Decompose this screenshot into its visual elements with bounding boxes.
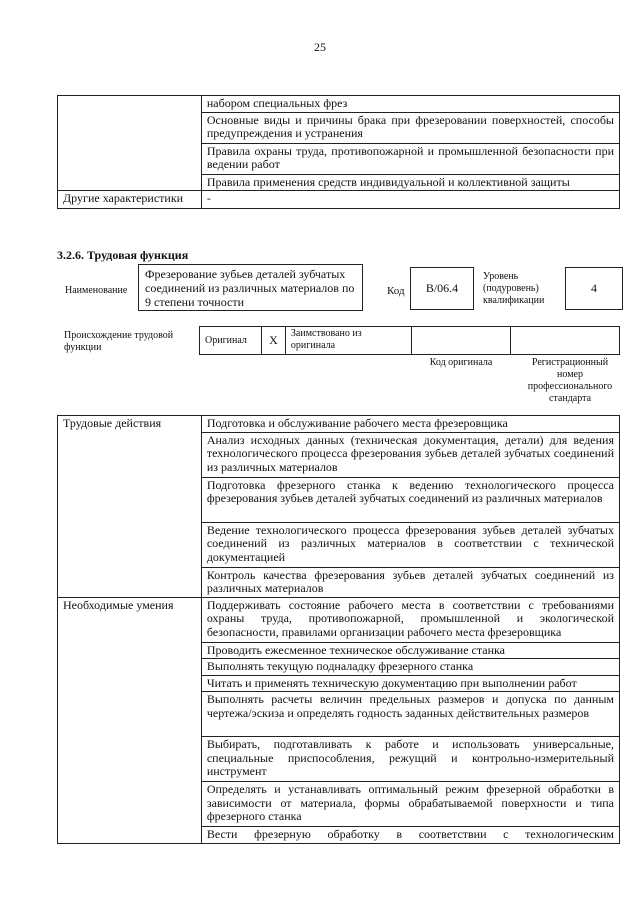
code-original-label: Код оригинала [429, 357, 493, 368]
page-number: 25 [314, 40, 326, 54]
origin-label: Происхождение трудовой функции [64, 330, 174, 353]
top-table-row: набором специальных фрез [201, 96, 619, 113]
function-name-box [138, 264, 363, 311]
reg-number-label: Регистрационный номер профессионального стандарта [527, 357, 613, 404]
skill-item: Определять и устанавливать оптимальный режим фрезерной обработки в зависимости от материала, формы обрабатываемой поверхности и типа фрезерного станка [201, 782, 619, 827]
other-characteristics-value: - [201, 191, 619, 209]
original-mark: X [261, 327, 285, 355]
skill-item: Выполнять расчеты величин предельных размеров и допуска по данным чертежа/эскиза и определять годность заданных действительных размеров [201, 692, 619, 737]
name-label: Наименование [65, 285, 128, 296]
code-value: B/06.4 [425, 281, 459, 295]
top-knowledge-table [57, 95, 620, 209]
code-label: Код [387, 285, 405, 297]
top-table-row: Основные виды и причины брака при фрезеровании поверхностей, способы предупреждения и устранения [201, 112, 619, 143]
action-item: Анализ исходных данных (техническая документация, детали) для ведения технологического процесса фрезерования зубьев деталей зубчатых соединений из различных материалов [201, 432, 619, 477]
main-function-table [57, 415, 620, 844]
skills-label: Необходимые умения [58, 597, 202, 843]
top-table-row: Правила охраны труда, противопожарной и промышленной безопасности при ведении работ [201, 143, 619, 174]
skill-item: Выбирать, подготавливать к работе и использовать универсальные, специальные приспособления, режущий и контрольно-измерительный инструмент [201, 737, 619, 782]
action-item: Контроль качества фрезерования зубьев деталей зубчатых соединений из различных материалов [201, 567, 619, 597]
action-item: Ведение технологического процесса фрезерования зубьев деталей зубчатых соединений из различных материалов в соответствии с технической документацией [201, 522, 619, 567]
origin-table [199, 326, 620, 355]
other-characteristics-label: Другие характеристики [58, 191, 202, 209]
section-title: 3.2.6. Трудовая функция [57, 248, 189, 262]
skill-item: Выполнять текущую подналадку фрезерного станка [201, 659, 619, 676]
level-label: Уровень (подуровень) квалификации [483, 271, 545, 306]
skill-item: Читать и применять техническую документацию при выполнении работ [201, 675, 619, 692]
code-original-cell [411, 327, 511, 355]
actions-label: Трудовые действия [58, 416, 202, 598]
code-box [410, 267, 474, 310]
skill-item: Вести фрезерную обработку в соответствии с технологическим [201, 827, 619, 844]
borrowed-label: Заимствовано из оригинала [285, 327, 411, 355]
top-table-label-cell [58, 96, 202, 191]
skill-item: Поддерживать состояние рабочего места в соответствии с требованиями охраны труда, противопожарной, промышленной и экологической безопасности, правилами организации рабочего места фрезеровщика [201, 597, 619, 642]
action-item: Подготовка и обслуживание рабочего места фрезеровщика [201, 416, 619, 433]
original-label: Оригинал [200, 327, 262, 355]
function-name: Фрезерование зубьев деталей зубчатых соединений из различных материалов по 9 степени точности [145, 267, 355, 309]
level-box [565, 267, 623, 310]
action-item: Подготовка фрезерного станка к ведению технологического процесса фрезерования зубьев деталей зубчатых соединений из различных материалов [201, 477, 619, 522]
reg-number-cell [511, 327, 620, 355]
skill-item: Проводить ежесменное техническое обслуживание станка [201, 642, 619, 659]
level-value: 4 [591, 281, 597, 295]
top-table-row: Правила применения средств индивидуальной и коллективной защиты [201, 174, 619, 191]
